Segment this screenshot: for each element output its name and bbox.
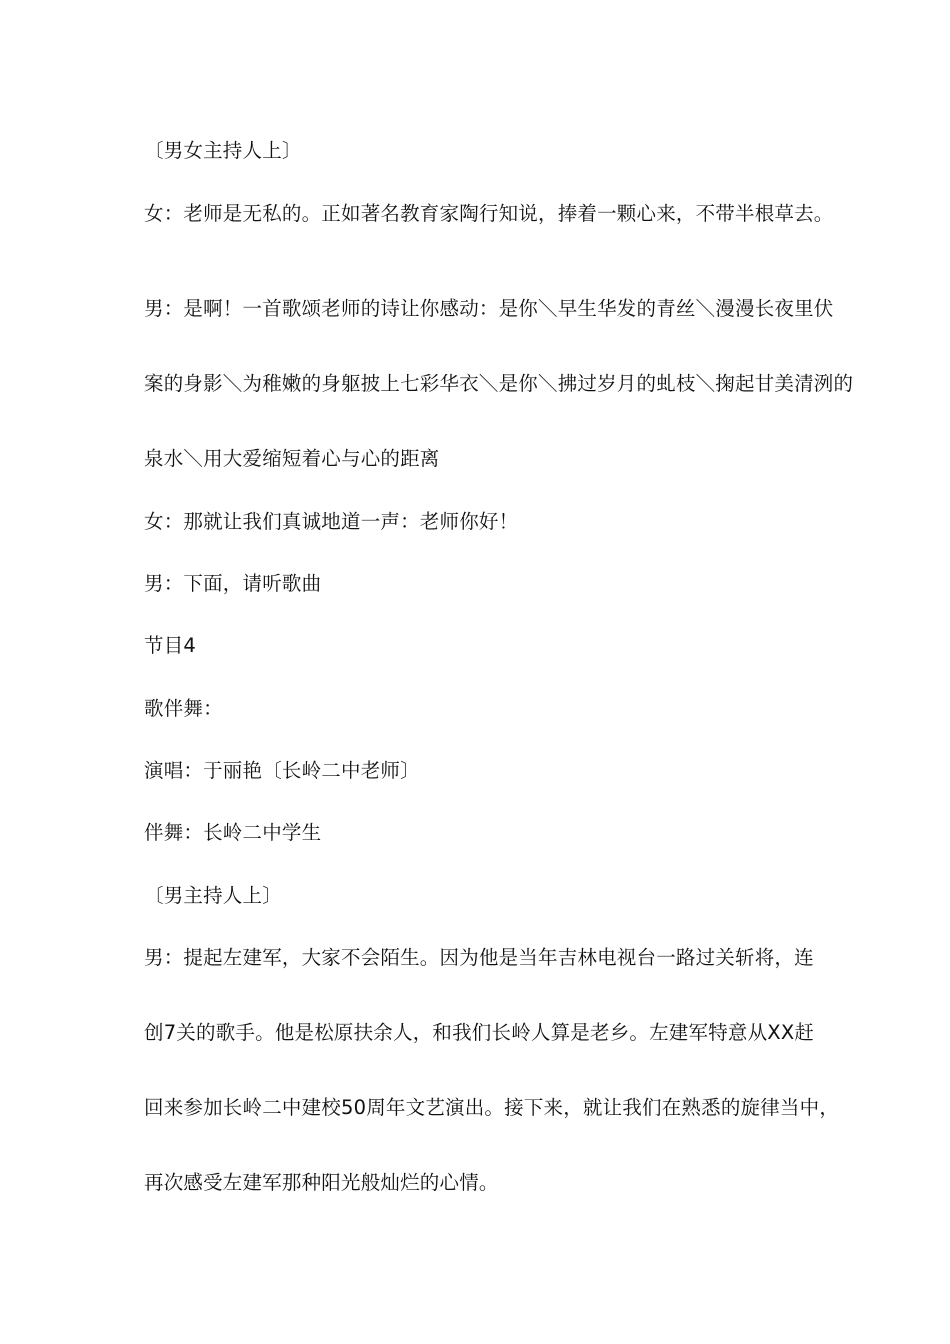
dialogue-line: 女：那就让我们真诚地道一声：老师你好！ xyxy=(144,510,519,533)
dialogue-line: 男：下面，请听歌曲 xyxy=(144,572,322,595)
program-dancers: 伴舞：长岭二中学生 xyxy=(144,821,322,844)
program-number: 节目4 xyxy=(144,634,197,657)
program-singer: 演唱：于丽艳〔长岭二中老师〕 xyxy=(144,759,420,782)
stage-direction-hosts-enter: 〔男女主持人上〕 xyxy=(144,139,302,162)
dialogue-line: 回来参加长岭二中建校50周年文艺演出。接下来，就让我们在熟悉的旋律当中， xyxy=(144,1096,840,1119)
dialogue-line: 男：是啊！一首歌颂老师的诗让你感动：是你＼早生华发的青丝＼漫漫长夜里伏 xyxy=(144,297,834,320)
stage-direction-male-host-enters: 〔男主持人上〕 xyxy=(144,884,282,907)
dialogue-line: 女：老师是无私的。正如著名教育家陶行知说，捧着一颗心来，不带半根草去。 xyxy=(144,202,834,225)
dialogue-line: 创7关的歌手。他是松原扶余人，和我们长岭人算是老乡。左建军特意从XX赶 xyxy=(144,1021,815,1044)
dialogue-line: 再次感受左建军那种阳光般灿烂的心情。 xyxy=(144,1171,499,1194)
dialogue-line: 案的身影＼为稚嫩的身躯披上七彩华衣＼是你＼拂过岁月的虬枝＼掬起甘美清洌的 xyxy=(144,372,854,395)
dialogue-line: 男：提起左建军，大家不会陌生。因为他是当年吉林电视台一路过关斩将，连 xyxy=(144,946,814,969)
program-type: 歌伴舞： xyxy=(144,697,223,720)
dialogue-line: 泉水＼用大爱缩短着心与心的距离 xyxy=(144,447,440,470)
